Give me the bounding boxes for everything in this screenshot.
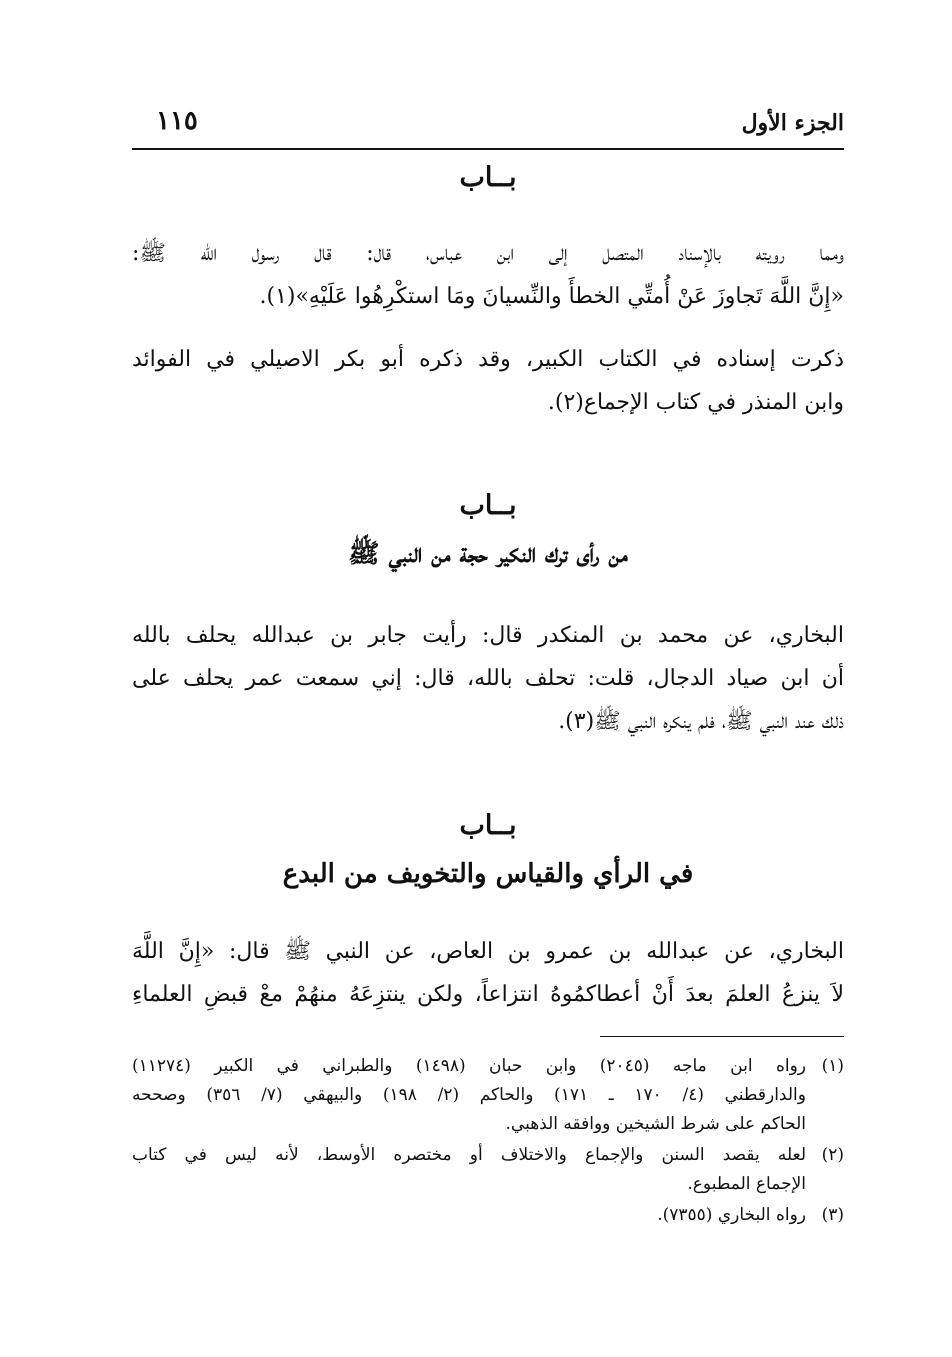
section-heading: بــاب <box>459 162 517 193</box>
section-1-heading-block <box>132 160 844 196</box>
footnote-line: لعله يقصد السنن والإجماع والاختلاف أو مختصره الأوسط، لأنه ليس في كتاب <box>132 1145 806 1165</box>
text-line: لاَ ينزعُ العلمَ بعدَ أَنْ أعطاكمُوهُ انتزاعاً، ولكن ينتزِعَهُ منهُمْ معْ قبضِ العلماءِ <box>132 982 844 1007</box>
section-3-paragraph <box>132 930 844 1016</box>
footnote-number: (٢) <box>821 1145 844 1165</box>
section-2-paragraph <box>132 614 844 743</box>
footnote-line: رواه ابن ماجه (٢٠٤٥) وابن حبان (١٤٩٨) والطبراني في الكبير (١١٢٧٤) <box>132 1056 806 1076</box>
section-1-paragraph-2 <box>132 338 844 424</box>
footnote-number: (٣) <box>821 1205 844 1225</box>
text-line: ذلك عند النبي ﷺ، فلم ينكره النبي ﷺ(٣). <box>558 709 844 734</box>
text-line: ومما رويته بالإسناد المتصل إلى ابن عباس، قال: قال رسول الله ﷺ: <box>132 241 844 266</box>
text-line: ذكرت إسناده في الكتاب الكبير، وقد ذكره أبو بكر الاصيلي في الفوائد <box>132 347 844 372</box>
footnote-2 <box>132 1141 844 1199</box>
section-2-heading-block <box>132 488 844 572</box>
section-subtitle: في الرأي والقياس والتخويف من البدع <box>282 859 694 889</box>
footnote-separator <box>600 1036 844 1037</box>
footnote-line: والدارقطني (٤/ ١٧٠ ـ ١٧١) والحاكم (٢/ ١٩٨) والبيهقي (٧/ ٣٥٦) وصححه <box>132 1085 806 1105</box>
footnote-number: (١) <box>821 1056 844 1076</box>
section-heading: بــاب <box>459 490 517 521</box>
section-3-heading-block <box>132 808 844 892</box>
text-line: البخاري، عن عبدالله بن عمرو بن العاص، عن النبي ﷺ قال: «إِنَّ اللَّهَ <box>132 939 844 964</box>
header-rule <box>132 148 844 150</box>
footnotes <box>132 1052 844 1232</box>
page-header <box>132 102 844 148</box>
footnote-line: الإجماع المطبوع. <box>687 1174 806 1194</box>
footnote-line: رواه البخاري (٧٣٥٥). <box>657 1205 806 1225</box>
running-title: الجزء الأول <box>741 110 844 136</box>
text-line: وابن المنذر في كتاب الإجماع(٢). <box>547 390 844 415</box>
footnote-line: الحاكم على شرط الشيخين ووافقه الذهبي. <box>505 1114 806 1134</box>
section-heading: بــاب <box>459 810 517 841</box>
section-1-paragraph-1 <box>132 232 844 318</box>
text-line: «إِنَّ اللَّهَ تَجاوزَ عَنْ أُمتِّي الخطأَ والنِّسيانَ ومَا استكْرِهُوا عَلَيْهِ»(١). <box>259 284 844 309</box>
footnote-3 <box>132 1201 844 1230</box>
section-subtitle: من رأى ترك النكير حجة من النبي ﷺ <box>348 539 628 569</box>
page-number: ١١٥ <box>156 106 198 136</box>
text-line: البخاري، عن محمد بن المنكدر قال: رأيت جابر بن عبدالله يحلف بالله <box>132 623 844 648</box>
text-line: أن ابن صياد الدجال، قلت: تحلف بالله، قال: إني سمعت عمر يحلف على <box>132 666 844 691</box>
footnote-1 <box>132 1052 844 1139</box>
